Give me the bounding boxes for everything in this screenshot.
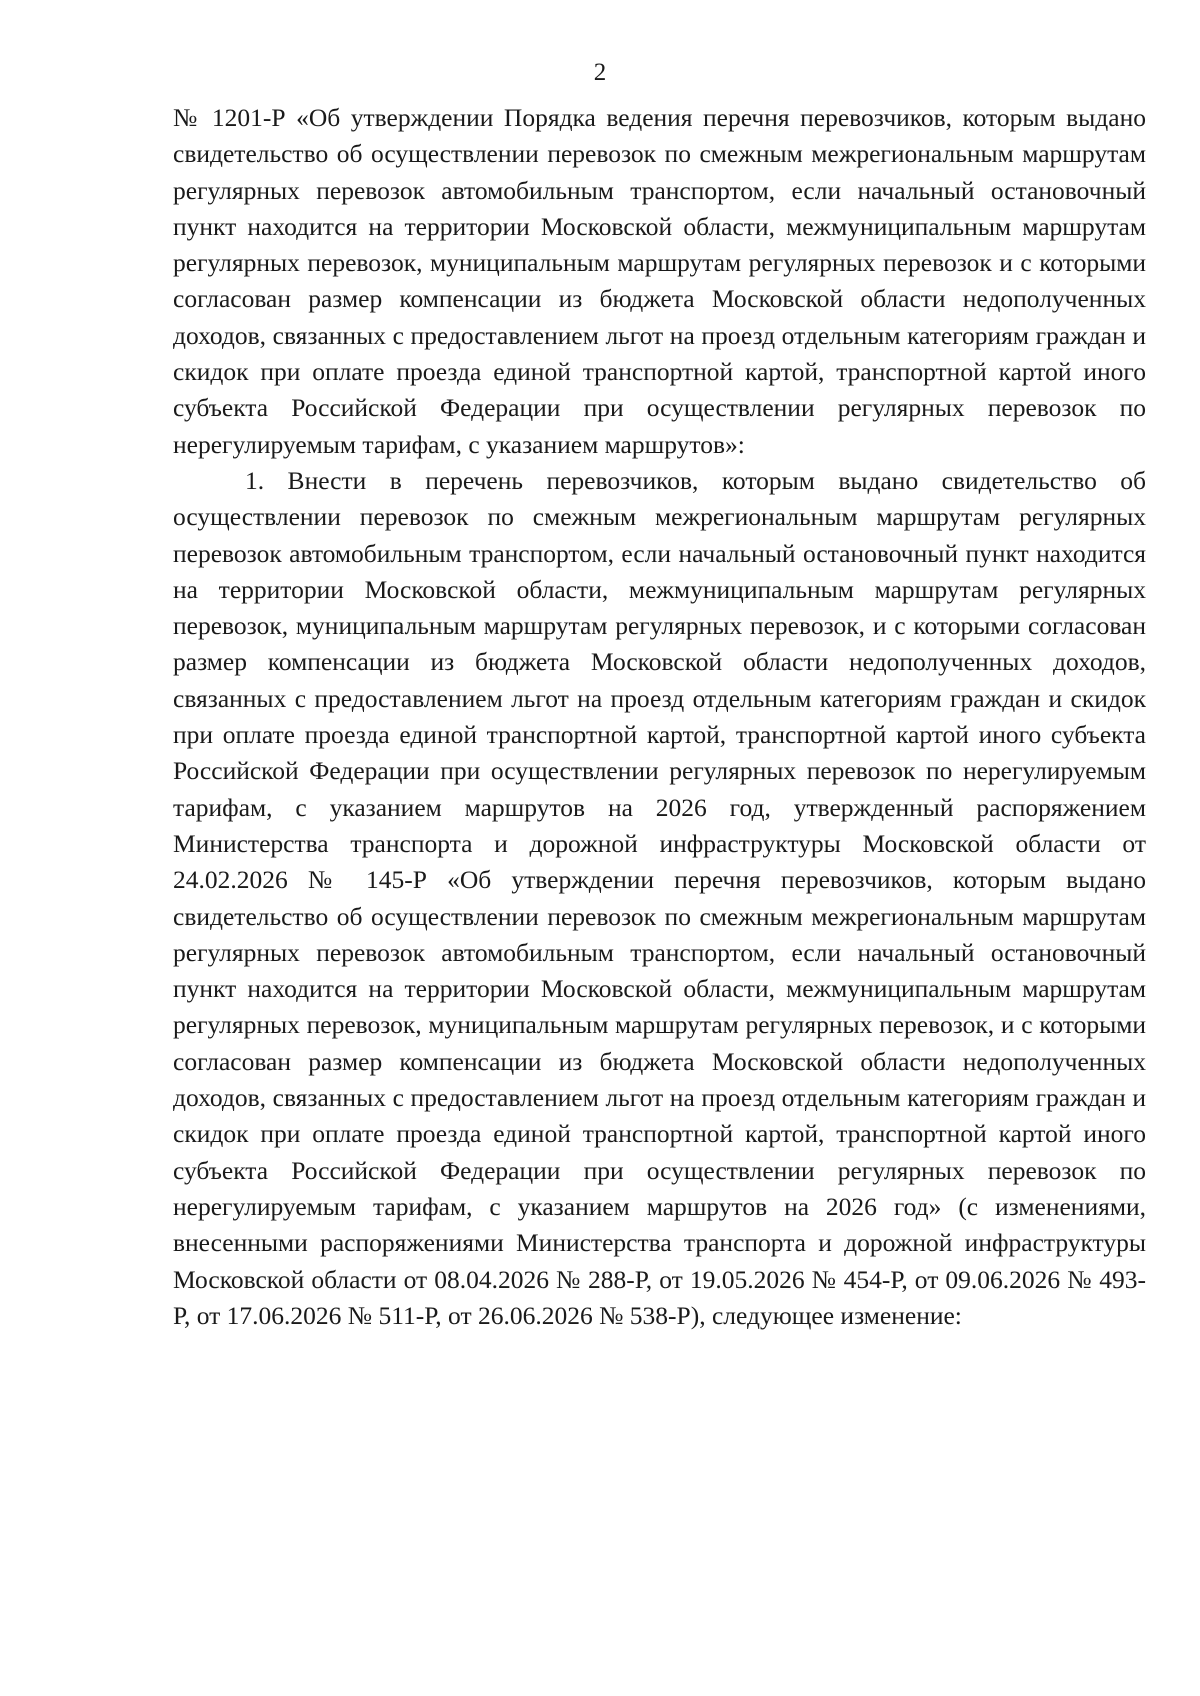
page-number: 2 <box>593 59 607 86</box>
document-body <box>173 100 1146 1334</box>
paragraph-item-1: 1. Внести в перечень перевозчиков, которым выдано свидетельство об осуществлении перевозок по смежным межрегиональным маршрутам регулярных перевозок автомобильным транспортом, если начальный остановочный пункт находится на территории Московской области, межмуниципальным маршрутам регулярных перевозок, муниципальным маршрутам регулярных перевозок, и с которыми согласован размер компенсации из бюджета Московской области недополученных доходов, связанных с предоставлением льгот на проезд отдельным категориям граждан и скидок при оплате проезда единой транспортной картой, транспортной картой иного субъекта Российской Федерации при осуществлении регулярных перевозок по нерегулируемым тарифам, с указанием маршрутов на 2026 год, утвержденный распоряжением Министерства транспорта и дорожной инфраструктуры Московской области от 24.02.2026 № 145-Р «Об утверждении перечня перевозчиков, которым выдано свидетельство об осуществлении перевозок по смежным межрегиональным маршрутам регулярных перевозок автомобильным транспортом, если начальный остановочный пункт находится на территории Московской области, межмуниципальным маршрутам регулярных перевозок, муниципальным маршрутам регулярных перевозок, и с которыми согласован размер компенсации из бюджета Московской области недополученных доходов, связанных с предоставлением льгот на проезд отдельным категориям граждан и скидок при оплате проезда единой транспортной картой, транспортной картой иного субъекта Российской Федерации при осуществлении регулярных перевозок по нерегулируемым тарифам, с указанием маршрутов на 2026 год» (с изменениями, внесенными распоряжениями Министерства транспорта и дорожной инфраструктуры Московской области от 08.04.2026 № 288-Р, от 19.05.2026 № 454-Р, от 09.06.2026 № 493-Р, от 17.06.2026 № 511-Р, от 26.06.2026 № 538-Р), следующее изменение: <box>173 465 1146 1330</box>
paragraph-continuation: № 1201-Р «Об утверждении Порядка ведения перечня перевозчиков, которым выдано свидетельство об осуществлении перевозок по смежным межрегиональным маршрутам регулярных перевозок автомобильным транспортом, если начальный остановочный пункт находится на территории Московской области, межмуниципальным маршрутам регулярных перевозок, муниципальным маршрутам регулярных перевозок и с которыми согласован размер компенсации из бюджета Московской области недополученных доходов, связанных с предоставлением льгот на проезд отдельным категориям граждан и скидок при оплате проезда единой транспортной картой, транспортной картой иного субъекта Российской Федерации при осуществлении регулярных перевозок по нерегулируемым тарифам, с указанием маршрутов»: <box>173 103 1146 459</box>
